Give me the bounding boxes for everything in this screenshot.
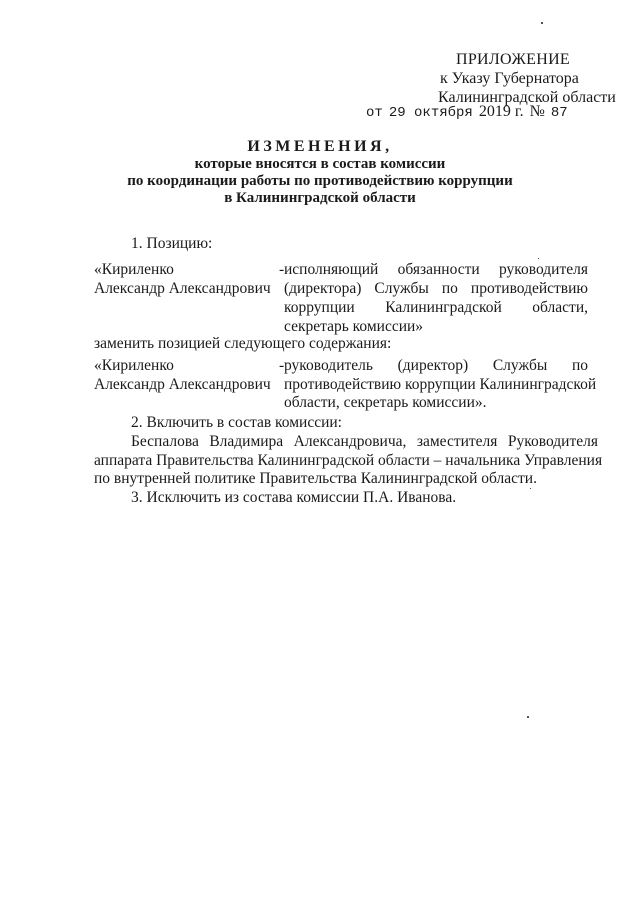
item-2-line-3: по внутренней политике Правительства Калининградской области. [94, 470, 537, 487]
word: коррупции [284, 299, 355, 316]
date-day-month: 29 октября [388, 105, 473, 121]
new-name-line-1: «Кириленко [94, 357, 174, 374]
word: противодействию [470, 280, 588, 297]
appendix-title: ПРИЛОЖЕНИЕ [456, 51, 571, 68]
word: (директор) [397, 357, 469, 374]
word: Службы [492, 357, 548, 374]
new-desc-line-1 [284, 356, 588, 375]
date-year: 2019 г. [478, 103, 524, 120]
new-name-line-2: Александр Александрович [94, 376, 271, 393]
old-desc-line-4: секретарь комиссии» [284, 318, 424, 335]
word: Владимира [209, 433, 284, 450]
item-2-line-1 [131, 432, 598, 451]
decree-date-line [366, 103, 568, 121]
number-sign: № [529, 103, 545, 120]
scan-speck [530, 488, 531, 489]
title-line-3: в Калининградской области [224, 190, 416, 206]
appendix-line-decree: к Указу Губернатора [440, 70, 579, 87]
scan-speck [541, 22, 543, 24]
old-desc-line-2 [284, 279, 588, 298]
item-2-label: 2. Включить в состав комиссии: [131, 414, 342, 431]
word: обязанности [397, 261, 480, 278]
document-title: ИЗМЕНЕНИЯ, [247, 138, 393, 155]
word: заместителя [416, 433, 498, 450]
old-name-line-2: Александр Александрович [94, 280, 271, 297]
word: руководителя [498, 261, 588, 278]
decree-number: 87 [550, 105, 568, 121]
word: области, [532, 299, 588, 316]
word: по [571, 357, 588, 374]
item-3-label: 3. Исключить из состава комиссии П.А. Иванова. [131, 489, 457, 506]
old-desc-line-1 [284, 260, 588, 279]
word: исполняющий [284, 261, 379, 278]
word: Службы [374, 280, 429, 297]
title-line-2: по координации работы по противодействию коррупции [127, 173, 513, 189]
word: Александровича, [293, 433, 407, 450]
word: Калининградской [385, 299, 502, 316]
dash: - [279, 357, 285, 374]
old-desc-line-3 [284, 298, 588, 317]
word: (директора) [284, 280, 362, 297]
new-desc-line-3: области, секретарь комиссии». [284, 394, 487, 411]
appendix-line-region: Калининградской области [438, 89, 616, 106]
dash: - [279, 261, 285, 278]
item-2-line-2: аппарата Правительства Калининградской области – начальника Управления [94, 452, 603, 469]
word: по [441, 280, 458, 297]
date-prefix: от [366, 105, 383, 121]
scan-speck [538, 258, 539, 259]
word: руководитель [284, 357, 373, 374]
word: Беспалова [131, 433, 199, 450]
replace-label: заменить позицией следующего содержания: [94, 335, 392, 352]
item-1-label: 1. Позицию: [131, 235, 213, 252]
scan-speck [527, 716, 529, 718]
title-line-1: которые вносятся в состав комиссии [194, 156, 446, 172]
word: Руководителя [507, 433, 598, 450]
new-desc-line-2: противодействию коррупции Калининградской [284, 376, 597, 393]
old-name-line-1: «Кириленко [94, 261, 174, 278]
